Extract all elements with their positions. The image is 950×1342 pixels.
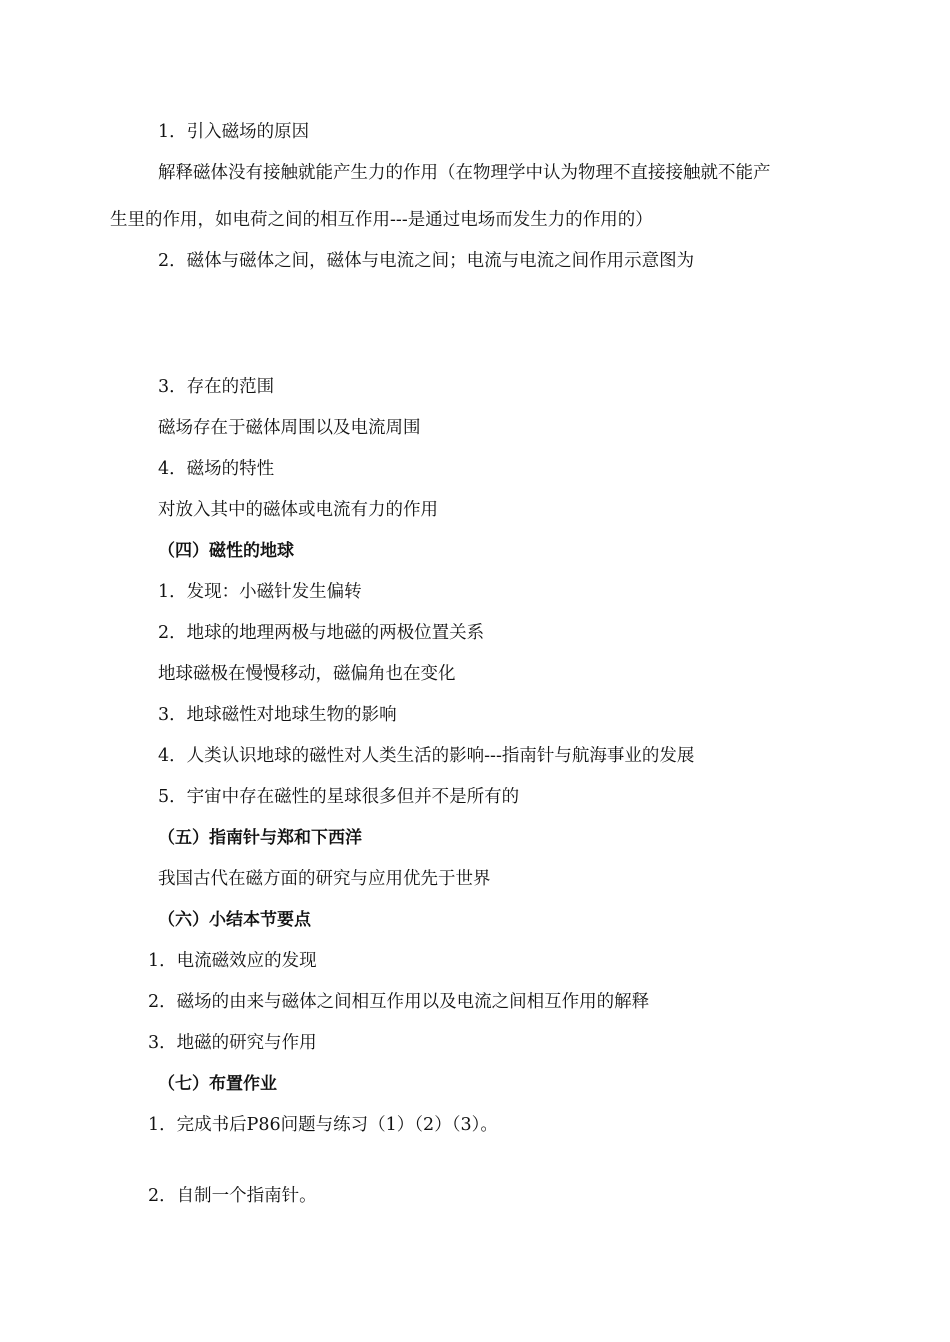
list-item-2: 2．磁场的由来与磁体之间相互作用以及电流之间相互作用的解释 xyxy=(148,992,650,1012)
list-item-3: 3．地磁的研究与作用 xyxy=(148,1033,317,1053)
list-item-3: 3．存在的范围 xyxy=(158,377,275,397)
paragraph-line: 磁场存在于磁体周围以及电流周围 xyxy=(158,418,421,438)
paragraph-line: 生里的作用，如电荷之间的相互作用---是通过电场而发生力的作用的） xyxy=(110,210,653,230)
list-item-3: 3．地球磁性对地球生物的影响 xyxy=(158,705,397,725)
paragraph-line: 对放入其中的磁体或电流有力的作用 xyxy=(158,500,438,520)
list-item-1: 1．引入磁场的原因 xyxy=(158,122,310,142)
list-item-4: 4．磁场的特性 xyxy=(158,459,275,479)
section-heading: （六）小结本节要点 xyxy=(158,910,311,930)
list-item-5: 5．宇宙中存在磁性的星球很多但并不是所有的 xyxy=(158,787,520,807)
list-item-1: 1．完成书后P86问题与练习（1）（2）（3）。 xyxy=(148,1115,498,1135)
list-item-1: 1．电流磁效应的发现 xyxy=(148,951,317,971)
list-item-1: 1．发现：小磁针发生偏转 xyxy=(158,582,362,602)
paragraph-line: 解释磁体没有接触就能产生力的作用（在物理学中认为物理不直接接触就不能产 xyxy=(158,163,771,183)
paragraph-line: 地球磁极在慢慢移动，磁偏角也在变化 xyxy=(158,664,456,684)
section-heading: （四）磁性的地球 xyxy=(158,541,294,561)
list-item-4: 4．人类认识地球的磁性对人类生活的影响---指南针与航海事业的发展 xyxy=(158,746,695,766)
list-item-2: 2．地球的地理两极与地磁的两极位置关系 xyxy=(158,623,485,643)
list-item-2: 2．自制一个指南针。 xyxy=(148,1186,317,1206)
section-heading: （七）布置作业 xyxy=(158,1074,277,1094)
section-heading: （五）指南针与郑和下西洋 xyxy=(158,828,362,848)
paragraph-line: 我国古代在磁方面的研究与应用优先于世界 xyxy=(158,869,491,889)
list-item-2: 2．磁体与磁体之间，磁体与电流之间；电流与电流之间作用示意图为 xyxy=(158,251,695,271)
